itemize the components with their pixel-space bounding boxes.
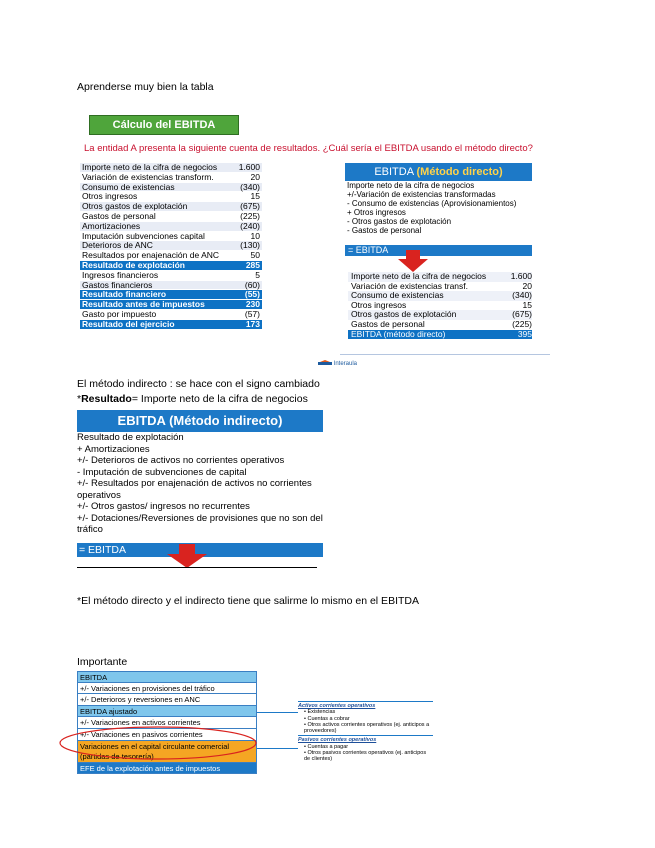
row-label: Gastos financieros [82, 280, 153, 290]
row-label: Otros gastos de explotación [82, 202, 188, 211]
row-value: 285 [245, 259, 260, 270]
row-label: Amortizaciones [82, 221, 141, 231]
table-row: +/- Deterioros y reversiones en ANC [77, 694, 257, 706]
table-row [348, 272, 532, 282]
row-label: Gasto por impuesto [82, 309, 157, 319]
row-label: Importe neto de la cifra de negocios [82, 163, 218, 172]
row-label: Resultado de explotación [82, 260, 185, 270]
row-value: 1.600 [510, 271, 532, 281]
table-row [80, 251, 262, 261]
table-row [348, 320, 532, 330]
calc-ebitda-title: Cálculo del EBITDA [89, 115, 239, 135]
row-label: Imputación subvenciones capital [82, 231, 205, 241]
row-value: 50 [250, 250, 260, 261]
ebitda-direct-box [345, 163, 532, 256]
table-row [80, 202, 262, 212]
row-label: Resultado financiero [82, 290, 167, 300]
ebitda-indirect-lines [77, 432, 323, 536]
assets-list [298, 709, 433, 734]
row-label: Gastos de personal [351, 319, 425, 329]
ebitda-direct-line: - Consumo de existencias (Aprovisionamientos) [347, 199, 517, 208]
row-value: 20 [250, 171, 260, 182]
row-label: Otros ingresos [351, 300, 407, 310]
table-row [80, 222, 262, 232]
importante-label: Importante [77, 656, 128, 668]
row-label: Gastos de personal [82, 211, 156, 221]
row-value: 15 [522, 299, 532, 310]
same-result-note: *El método directo y el indirecto tiene que salirme lo mismo en el EBITDA [77, 595, 419, 607]
interaula-logo: Interaula [318, 360, 357, 367]
ebitda-indirect-line: +/- Resultados por enajenación de activos no corrientes operativos [77, 478, 312, 501]
ebitda-direct-line: - Gastos de personal [347, 226, 422, 235]
table-row [80, 320, 262, 330]
row-value: 173 [245, 318, 260, 329]
liabilities-list [298, 744, 433, 763]
row-label: Resultados por enajenación de ANC [82, 251, 220, 260]
list-item: • Existencias [304, 709, 433, 715]
connector-line [257, 712, 298, 713]
row-value: (225) [240, 210, 260, 221]
table-row [80, 163, 262, 173]
ebitda-indirect-line: +/- Deterioros de activos no corrientes operativos [77, 455, 285, 466]
row-label: EBITDA (método directo) [351, 329, 446, 339]
list-item: • Cuentas a pagar [304, 744, 433, 750]
ebitda-indirect-line: +/- Otros gastos/ ingresos no recurrentes [77, 501, 250, 512]
table-row [348, 291, 532, 301]
row-label: Deterioros de ANC [82, 241, 153, 251]
liabilities-heading: Pasivos corrientes operativos [298, 737, 377, 744]
table-row [348, 301, 532, 311]
table-row: +/- Variaciones en pasivos corrientes [77, 729, 257, 741]
ebitda-direct-line: + Otros ingresos [347, 208, 406, 217]
table-row [80, 271, 262, 281]
operating-assets-box [298, 700, 433, 780]
question-text: La entidad A presenta la siguiente cuenta de resultados. ¿Cuál sería el EBITDA usando el método directo? [84, 143, 533, 154]
row-value: 1.600 [238, 162, 260, 172]
divider [340, 354, 550, 355]
ebitda-direct-title: EBITDA (Método directo) [345, 163, 532, 181]
row-label: Ingresos financieros [82, 270, 159, 280]
table-row [80, 261, 262, 271]
table-row [80, 232, 262, 242]
table-row [80, 192, 262, 202]
highlight-ellipse [56, 722, 261, 764]
row-value: 15 [250, 191, 260, 202]
income-statement-table [80, 163, 262, 330]
table-row [80, 290, 262, 300]
table-row [348, 310, 532, 320]
row-value: (340) [512, 290, 532, 301]
indirect-method-note: El método indirecto : se hace con el signo cambiado [77, 378, 320, 390]
row-value: (57) [244, 308, 260, 319]
row-value: (675) [240, 201, 260, 212]
list-item: • Otros pasivos corrientes operativos (ej. anticipos de clientes) [304, 750, 433, 763]
ebitda-indirect-line: + Amortizaciones [77, 443, 150, 455]
table-row: EBITDA ajustado [77, 706, 257, 718]
list-item: • Cuentas a cobrar [304, 716, 433, 722]
table-row [80, 281, 262, 291]
row-value: (340) [240, 181, 260, 192]
table-row: EBITDA [77, 671, 257, 683]
table-row [80, 310, 262, 320]
ebitda-indirect-footer: = EBITDA [77, 543, 323, 557]
row-label: Importe neto de la cifra de negocios [351, 272, 487, 281]
ebitda-indirect-line: Resultado de explotación [77, 432, 184, 443]
row-value: 10 [250, 230, 260, 241]
ebitda-indirect-box [77, 410, 323, 566]
ebitda-indirect-line: +/- Dotaciones/Reversiones de provisiones que no son del tráfico [77, 512, 323, 535]
ebitda-direct-line: - Otros gastos de explotación [347, 217, 452, 226]
row-label: Consumo de existencias [351, 291, 444, 301]
row-value: 20 [522, 280, 532, 291]
row-value: (675) [512, 309, 532, 320]
ebitda-indirect-line: - Imputación de subvenciones de capital [77, 466, 247, 478]
table-row: +/- Variaciones en provisiones del tráfico [77, 683, 257, 695]
row-label: Consumo de existencias [82, 182, 175, 192]
table-row: Variaciones en el capital circulante comercial (partidas de tesorería) [77, 741, 257, 763]
row-value: (130) [240, 240, 260, 251]
table-row [80, 183, 262, 193]
ebitda-direct-footer: = EBITDA [345, 245, 532, 256]
row-value: 395 [517, 328, 532, 339]
list-item: • Otros activos corrientes operativos (ej. anticipos a proveedores) [304, 722, 433, 735]
row-label: Resultado del ejercicio [82, 319, 175, 329]
page-heading: Aprenderse muy bien la tabla [77, 81, 214, 93]
row-label: Resultado antes de impuestos [82, 300, 205, 309]
assets-heading: Activos corrientes operativos [298, 703, 376, 709]
ebitda-direct-line: +/-Variación de existencias transformadas [347, 190, 496, 199]
down-arrow-icon [398, 250, 428, 272]
divider [77, 567, 317, 568]
table-row [348, 330, 532, 340]
row-value: (225) [512, 318, 532, 329]
ebitda-direct-lines [345, 181, 532, 235]
table-row [348, 282, 532, 292]
row-value: (60) [244, 279, 260, 290]
table-row [80, 241, 262, 251]
table-row: EFE de la explotación antes de impuestos [77, 763, 257, 775]
row-label: Otros gastos de explotación [351, 310, 457, 320]
table-row [80, 173, 262, 183]
resultado-note: *Resultado= Importe neto de la cifra de negocios [77, 393, 308, 405]
table-row: +/- Variaciones en activos corrientes [77, 717, 257, 729]
row-value: (240) [240, 220, 260, 231]
table-row [80, 300, 262, 310]
ebitda-direct-result-table [348, 272, 532, 339]
row-label: Otros ingresos [82, 192, 138, 202]
row-label: Variación de existencias transform. [82, 172, 214, 182]
row-label: Variación de existencias transf. [351, 281, 469, 291]
ebitda-indirect-title: EBITDA (Método indirecto) [77, 410, 323, 432]
row-value: (55) [244, 289, 260, 300]
row-value: 5 [255, 269, 260, 280]
row-value: 230 [245, 299, 260, 310]
table-row [80, 212, 262, 222]
down-arrow-icon [167, 544, 207, 568]
ebitda-direct-line: Importe neto de la cifra de negocios [347, 181, 475, 190]
connector-line [257, 748, 298, 749]
